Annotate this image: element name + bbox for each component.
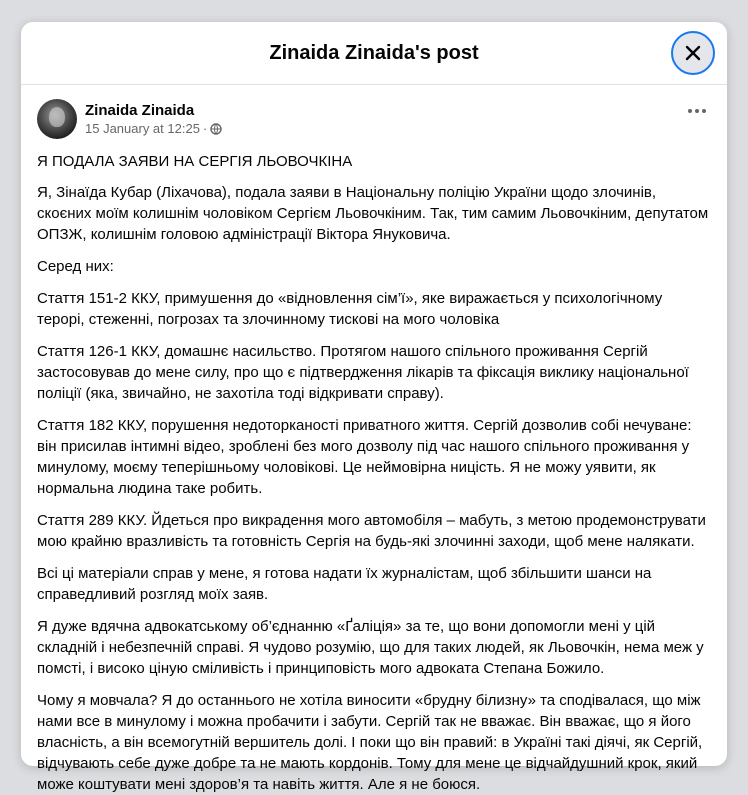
post-timestamp[interactable]: 15 January at 12:25 — [85, 121, 200, 136]
post-text — [21, 141, 727, 795]
post-paragraph: Я дуже вдячна адвокатському об’єднанню «Ґаліція» за те, що вони допомогли мені у цій складній і небезпечній справі. Я чудово розумію, що для таких людей, як Льовочкін, нема меж у помсті, і високо ціную сміливість і принциповість мого адвоката Степана Божило. — [37, 618, 704, 677]
avatar[interactable] — [37, 99, 77, 139]
modal-title: Zinaida Zinaida's post — [269, 41, 479, 64]
post-paragraph: Стаття 151-2 ККУ, примушення до «відновлення сім’ї», яке виражається у психологічному терорі, стеженні, погрозах та злочинному тискові на мого чоловіка — [37, 290, 663, 328]
post-header — [21, 85, 727, 141]
more-options-icon — [687, 108, 707, 114]
post-modal — [21, 22, 727, 793]
post-paragraph: Чому я мовчала? Я до останнього не хотіла виносити «брудну білизну» та сподівалася, що між нами все в минулому і можна пробачити і забути. Сергій так не вважає. Він вважає, що я його власність, а він всемогутній вершитель долі. І поки що він правий: в Україні такі діячі, як Сергій, відчувають себе дуже добре та не мають кордонів. Тому для мене це відчайдушний крок, який може коштувати мені здоров’я та навіть життя. Але я не боюся. — [37, 692, 703, 793]
globe-icon — [210, 123, 222, 135]
close-button[interactable] — [671, 31, 715, 75]
post-meta — [85, 101, 222, 137]
separator-dot: · — [202, 121, 208, 136]
post-paragraph: Я, Зінаїда Кубар (Ліхачова), подала заяви в Національну поліцію України щодо злочинів, скоєних моїм колишнім чоловіком Сергієм Льовочкіним. Так, тим самим Льовочкіним, депутатом ОПЗЖ, колишнім головою адміністрації Віктора Януковича. — [37, 184, 709, 243]
post-paragraph: Стаття 289 ККУ. Йдеться про викрадення мого автомобіля – мабуть, з метою продемонструвати мою крайню вразливість та готовність Сергія на будь-які злочинні заходи, щоб мене налякати. — [37, 512, 706, 550]
post-paragraph-headline: Я ПОДАЛА ЗАЯВИ НА СЕРГІЯ ЛЬОВОЧКІНА — [37, 153, 353, 170]
post-paragraph: Стаття 126-1 ККУ, домашнє насильство. Протягом нашого спільного проживання Сергій застосовував до мене силу, про що є підтвердження лікарів та фіксація виклику національної поліції (яка, звичайно, не захотіла тоді відкривати справу). — [37, 343, 689, 402]
modal-header — [21, 22, 727, 85]
post-subline — [85, 120, 222, 137]
post-paragraph: Стаття 182 ККУ, порушення недоторканості приватного життя. Сергій дозволив собі нечуване: він присилав інтимні відео, зроблені без мого дозволу під час нашого спільного проживання у минулому, моєму теперішньому чоловікові. Це неймовірна ницість. Я не можу уявити, як нормальна людина таке робить. — [37, 417, 692, 497]
post-paragraph: Всі ці матеріали справ у мене, я готова надати їх журналістам, щоб збільшити шанси на справедливий розгляд моїх заяв. — [37, 565, 652, 603]
post-paragraph: Серед них: — [37, 258, 114, 275]
more-options-button[interactable] — [683, 99, 711, 123]
close-icon — [685, 45, 701, 61]
author-name[interactable]: Zinaida Zinaida — [85, 102, 195, 119]
